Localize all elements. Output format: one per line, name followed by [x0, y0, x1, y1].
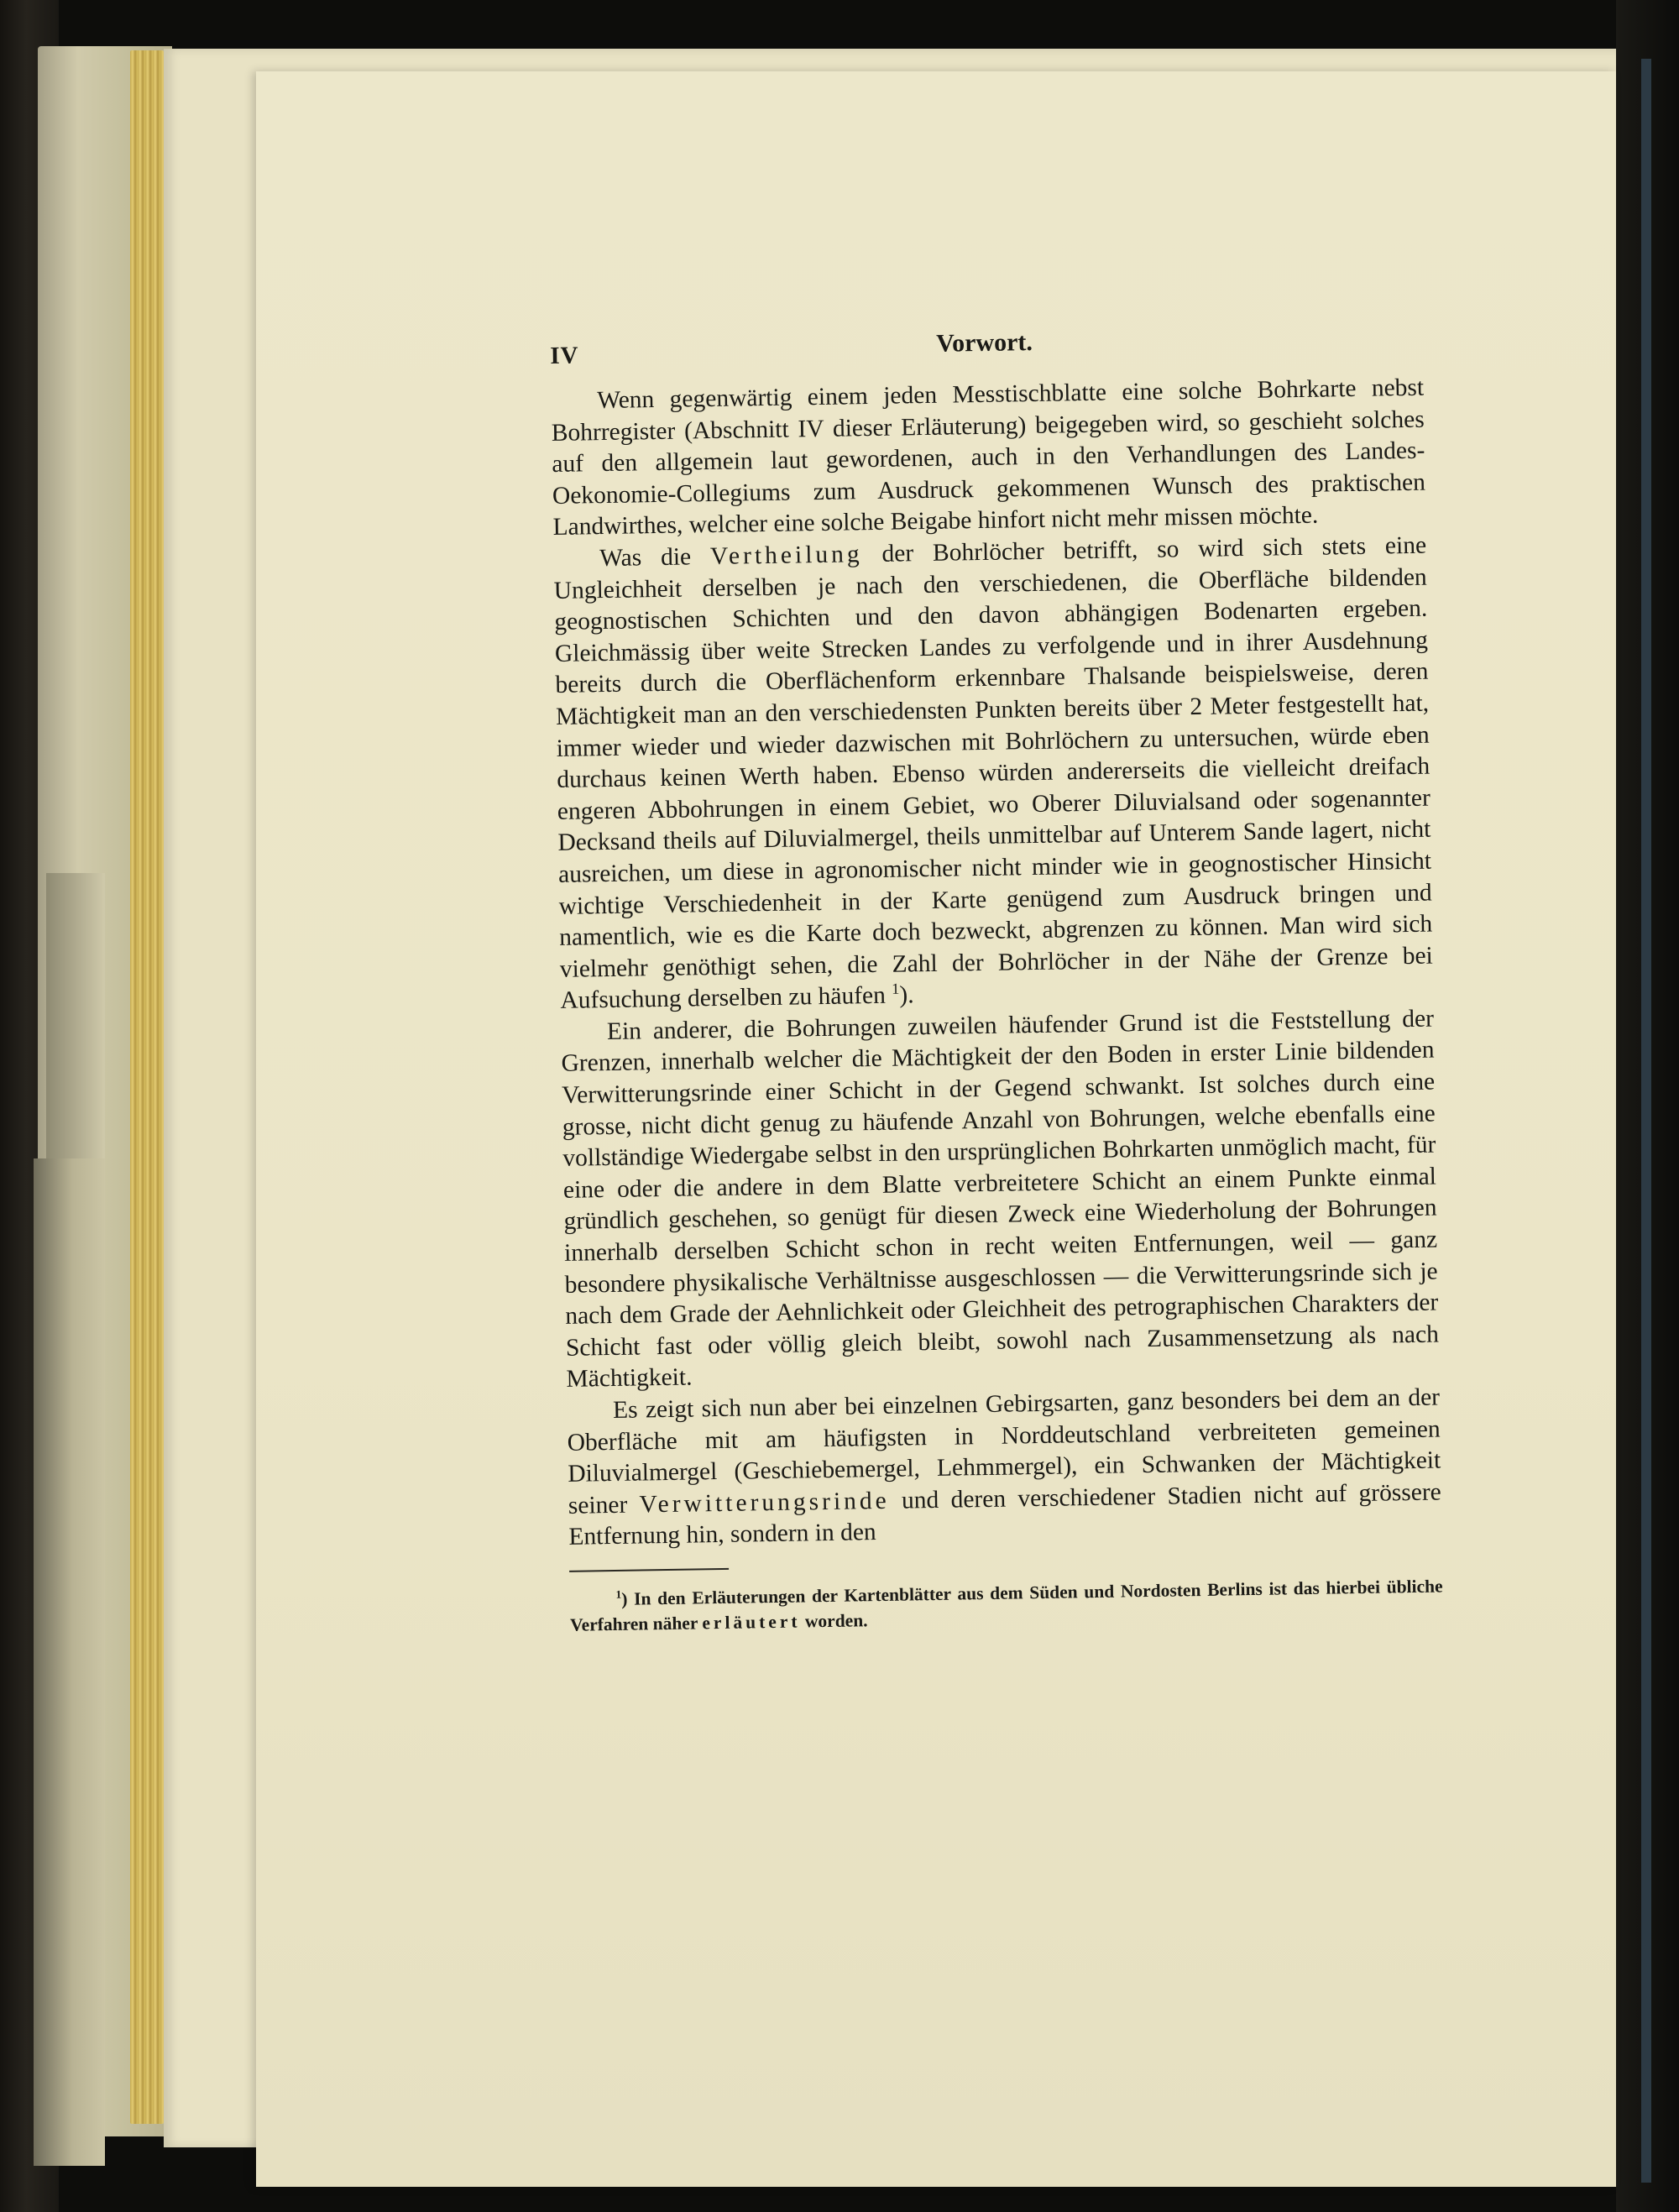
footnote-text-end: worden. — [800, 1610, 868, 1632]
paragraph-2-end: ). — [899, 981, 914, 1009]
page-content — [550, 322, 1443, 1638]
emphasis-verwitterungsrinde: Verwitterungsrinde — [639, 1487, 890, 1519]
paragraph-4 — [567, 1383, 1442, 1554]
footnote-text: In den Erläuterungen der Kartenblätter aus dem Süden und Nordosten Berlins ist das hierbei übliche Verfahren näher — [569, 1576, 1443, 1635]
footnote-reference[interactable]: 1 — [891, 980, 900, 998]
paragraph-4-text-cont: und deren verschiedener Stadien nicht auf grössere Entfernung hin, sondern in den — [568, 1478, 1442, 1551]
footnote-marker: 1 — [615, 1587, 622, 1601]
footnote-divider — [569, 1568, 729, 1572]
emphasis-vertheilung: Vertheilung — [709, 541, 863, 570]
gilt-page-edges — [130, 50, 164, 2124]
worn-page-edge — [46, 873, 105, 1175]
footnote-emphasis: erläutert — [702, 1611, 801, 1634]
footnote-marker-paren: ) — [621, 1588, 628, 1609]
page-number: IV — [550, 342, 579, 369]
paragraph-2 — [553, 531, 1434, 1017]
paragraph-4-text: Es zeigt sich nun aber bei einzelnen Gebirgsarten, ganz besonders bei dem an der Oberfläche mit am häufigsten in Norddeutschland verbreiteten gemeinen Diluvialmergel (Geschiebemergel, Lehmmergel), ein Schwanken der Mächtigkeit seiner — [567, 1383, 1441, 1519]
torn-page-edge — [34, 1158, 105, 2166]
binding-strip — [1641, 59, 1651, 2183]
page-title: Vorwort. — [935, 327, 1033, 358]
paragraph-2-text-cont: der Bohrlöcher betrifft, so wird sich stets eine Ungleichheit derselben je nach den verschiedenen, die Oberfläche bildenden geognostischen Schichten und den davon abhängigen Bodenarten ergeben. Gleichmässig über weite Strecken Landes zu verfolgende und in ihrer Ausdehnung bereits durch die Oberflächenform erkennbare Thalsande beispielsweise, deren Mächtigkeit man an den verschiedensten Punkten bereits über 2 Meter festgestellt hat, immer wieder und wieder dazwischen mit Bohrlöchern zu untersuchen, würde eben durchaus keinen Werth haben. Ebenso würden andererseits die vielleicht dreifach engeren Abbohrungen in einem Gebiet, wo Oberer Diluvialsand oder sogenannter Decksand theils auf Diluvialmergel, theils unmittelbar auf Unterem Sande lagert, nicht ausreichen, um diese in agronomischer nicht minder wie in geognostischer Hinsicht wichtige Verschiedenheit in der Karte genügend zum Ausdruck bringen und namentlich, wie es die Karte doch bezweckt, abgrenzen zu können. Man wird sich vielmehr genöthigt sehen, die Zahl der Bohrlöcher in der Nähe der Grenze bei Aufsuchung derselben zu häufen — [553, 531, 1433, 1015]
paragraph-2-text: Was die — [599, 543, 711, 573]
paragraph-1: Wenn gegenwärtig einem jeden Messtischblatte eine solche Bohrkarte nebst Bohrregister (Abschnitt IV dieser Erläuterung) beigegeben wird, so geschieht solches auf den allgemein laut gewordenen, auch in den Verhandlungen des Landes-Oekonomie-Collegiums zum Ausdruck gekommenen Wunsch des praktischen Landwirthes, welcher eine solche Beigabe hinfort nicht mehr missen möchte. — [551, 374, 1426, 541]
paragraph-3: Ein anderer, die Bohrungen zuweilen häufender Grund ist die Feststellung der Grenzen, innerhalb welcher die Mächtigkeit der den Boden in erster Linie bildenden Verwitterungsrinde einer Schicht in der Gegend schwankt. Ist solches durch eine grosse, nicht dicht genug zu häufende Anzahl von Bohrungen, welche ebenfalls eine vollständige Wiedergabe selbst in den ursprünglichen Bohrkarten unmöglich macht, für eine oder die andere in dem Blatte verbreitetere Schicht an einem Punkte einmal gründlich geschehen, so genügt für diesen Zweck eine Wiederholung der Bohrungen innerhalb derselben Schicht schon in recht weiten Entfernungen, weil — ganz besondere physikalische Verhältnisse ausgeschlossen — die Verwitterungsrinde sich je nach dem Grade der Aehnlichkeit oder Gleichheit des petrographischen Charakters der Schicht fast oder völlig gleich bleibt, sowohl nach Zusammensetzung als nach Mächtigkeit. — [561, 1005, 1440, 1394]
